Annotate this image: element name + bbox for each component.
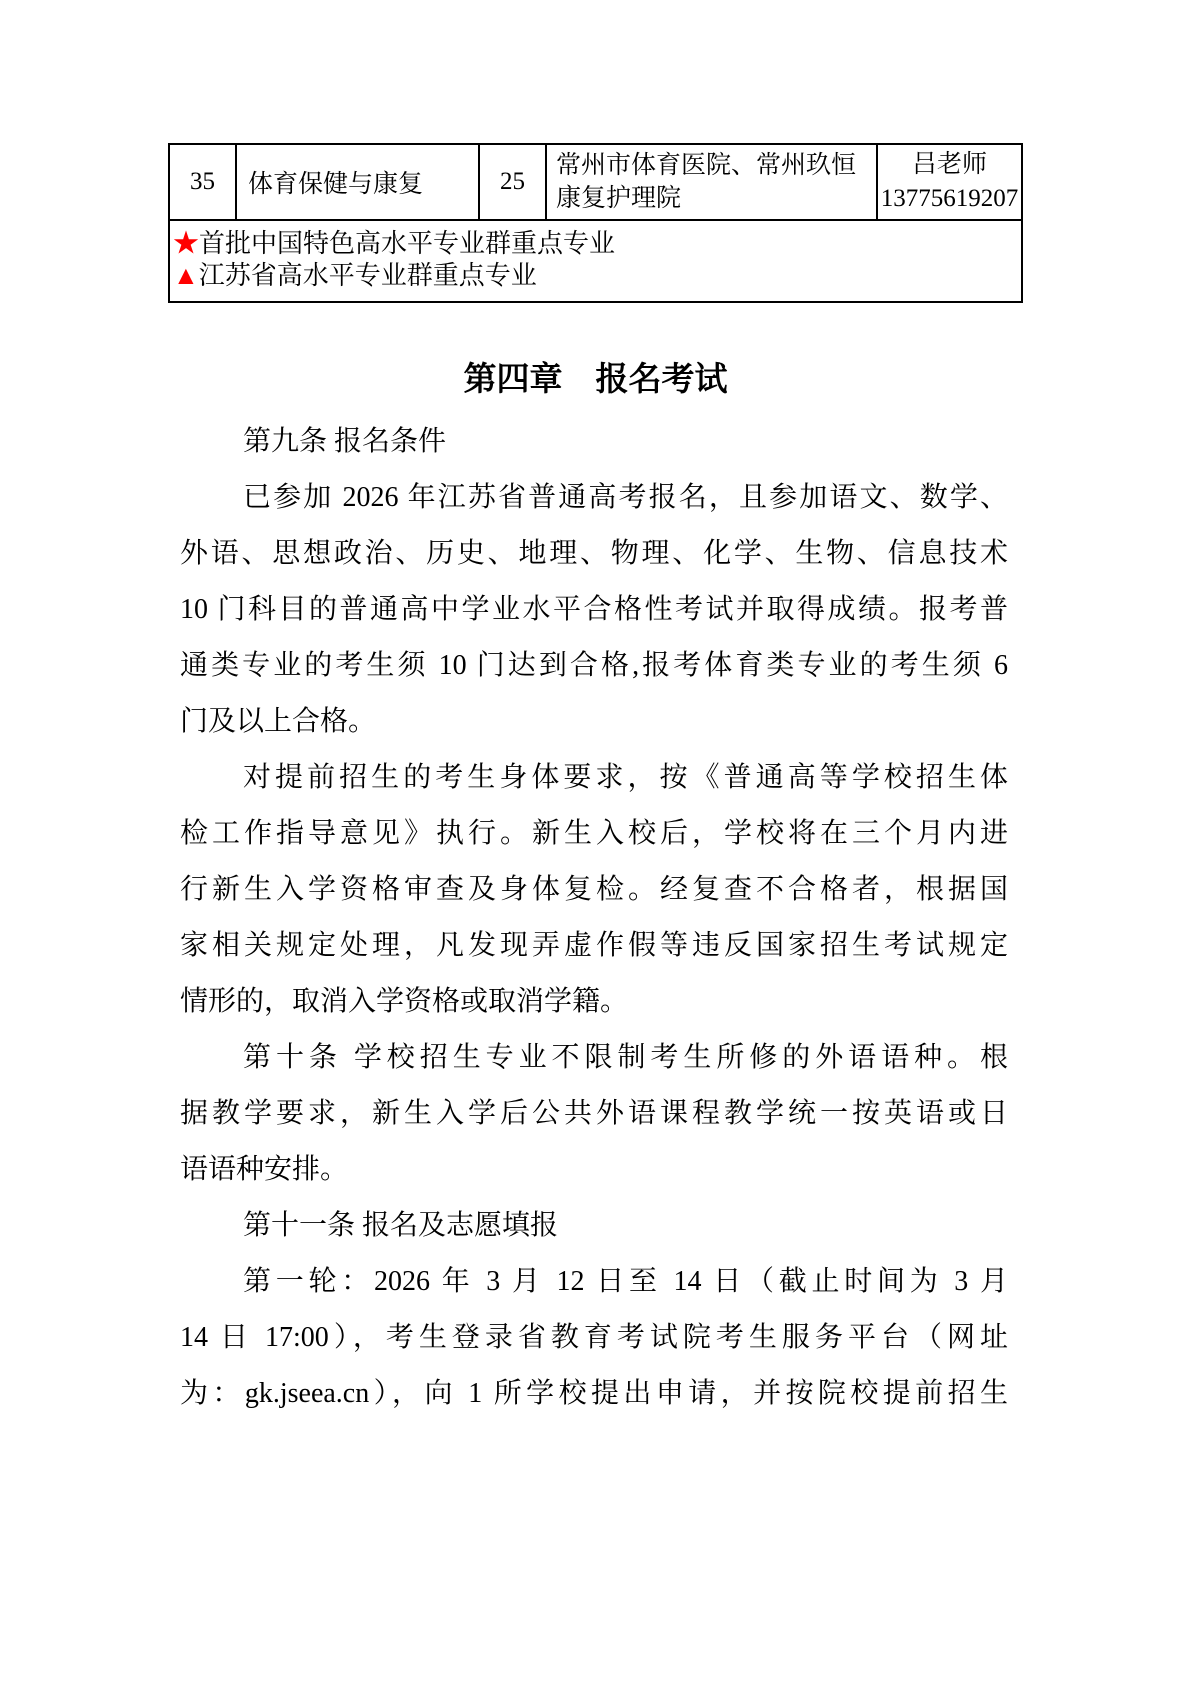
body-text <box>180 414 1008 1422</box>
body-line <box>180 694 1008 750</box>
body-line <box>180 1198 1008 1254</box>
body-line <box>180 1030 1008 1086</box>
note-line <box>173 228 1017 260</box>
body-line-text: 第十条 学校招生专业不限制考生所修的外语语种。根 <box>243 1042 1008 1073</box>
contact-name: 吕老师 <box>911 151 987 178</box>
note-marker-icon: ▲ <box>173 261 199 290</box>
contact-cell <box>877 144 1022 220</box>
body-line <box>180 806 1008 862</box>
body-line <box>180 974 1008 1030</box>
notes-cell <box>169 220 1022 302</box>
body-line-text: 门及以上合格。 <box>180 706 377 737</box>
note-marker-icon: ★ <box>173 229 200 258</box>
chapter-heading: 第四章 报名考试 <box>463 360 728 397</box>
body-line-text: 为：gk.jseea.cn），向 1 所学校提出申请，并按院校提前招生 <box>180 1378 1008 1409</box>
major-name-cell: 体育保健与康复 <box>236 144 479 220</box>
note-text: 江苏省高水平专业群重点专业 <box>198 261 537 290</box>
body-line-text: 对提前招生的考生身体要求，按《普通高等学校招生体 <box>243 762 1008 793</box>
majors-table <box>168 143 1023 303</box>
body-line <box>180 750 1008 806</box>
body-line <box>180 862 1008 918</box>
table-notes-row <box>169 220 1022 302</box>
body-line <box>180 1310 1008 1366</box>
body-line-text: 外语、思想政治、历史、地理、物理、化学、生物、信息技术 <box>180 538 1008 569</box>
body-line <box>180 918 1008 974</box>
contact-phone: 13775619207 <box>880 185 1019 212</box>
body-line-text: 据教学要求，新生入学后公共外语课程教学统一按英语或日 <box>180 1098 1008 1129</box>
body-line-text: 10 门科目的普通高中学业水平合格性考试并取得成绩。报考普 <box>180 594 1008 625</box>
body-line-text: 通类专业的考生须 10 门达到合格,报考体育类专业的考生须 6 <box>180 650 1008 681</box>
plan-count-cell: 25 <box>479 144 546 220</box>
body-line-text: 行新生入学资格审查及身体复检。经复查不合格者，根据国 <box>180 874 1008 905</box>
employer-cell: 常州市体育医院、常州玖恒康复护理院 <box>546 144 877 220</box>
note-text: 首批中国特色高水平专业群重点专业 <box>199 229 616 258</box>
body-line-text: 第十一条 报名及志愿填报 <box>243 1210 559 1241</box>
body-line-text: 家相关规定处理，凡发现弄虚作假等违反国家招生考试规定 <box>180 930 1008 961</box>
body-line-text: 语语种安排。 <box>180 1154 349 1185</box>
body-line <box>180 1086 1008 1142</box>
body-line <box>180 1142 1008 1198</box>
body-line-text: 已参加 2026 年江苏省普通高考报名，且参加语文、数学、 <box>243 482 1008 513</box>
body-line <box>180 470 1008 526</box>
body-line <box>180 526 1008 582</box>
body-line-text: 14 日 17:00），考生登录省教育考试院考生服务平台（网址 <box>180 1322 1008 1353</box>
table-row <box>169 144 1022 220</box>
note-line <box>173 260 1017 292</box>
body-line-text: 第九条 报名条件 <box>243 426 447 457</box>
body-line <box>180 582 1008 638</box>
body-line <box>180 1254 1008 1310</box>
body-line <box>180 414 1008 470</box>
major-number-cell: 35 <box>169 144 236 220</box>
body-line <box>180 638 1008 694</box>
body-line-text: 第一轮：2026 年 3 月 12 日至 14 日（截止时间为 3 月 <box>243 1266 1008 1297</box>
body-line-text: 检工作指导意见》执行。新生入校后，学校将在三个月内进 <box>180 818 1008 849</box>
body-line <box>180 1366 1008 1422</box>
body-line-text: 情形的，取消入学资格或取消学籍。 <box>180 986 629 1017</box>
